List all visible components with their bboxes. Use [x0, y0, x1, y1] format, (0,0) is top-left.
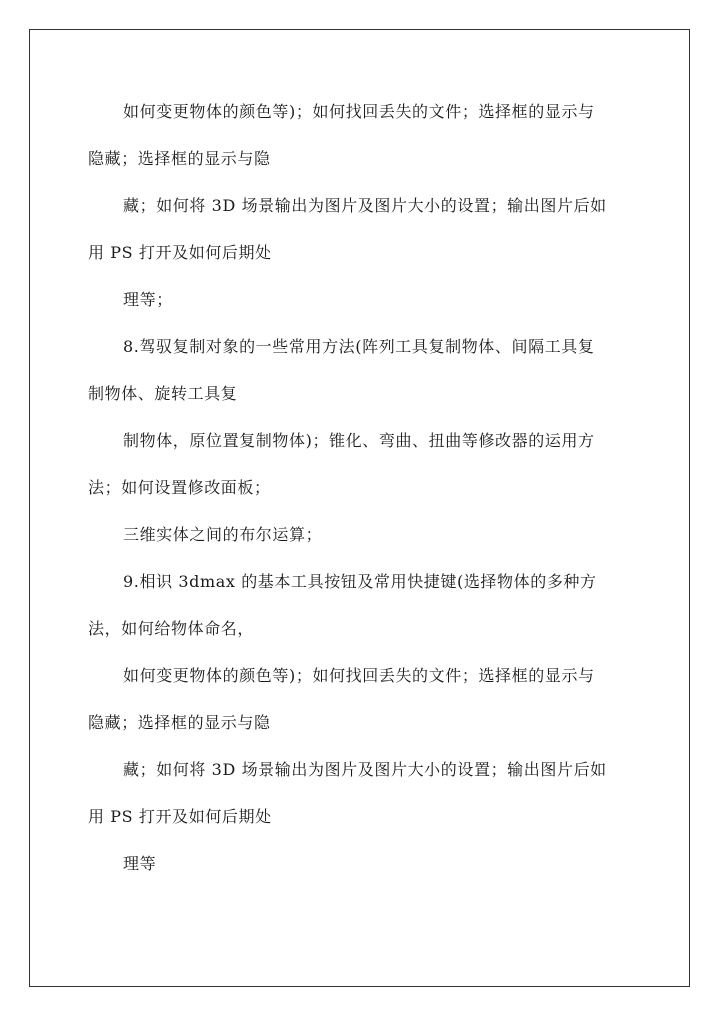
text-line: 如何变更物体的颜色等)；如何找回丢失的文件；选择框的显示与: [123, 666, 595, 685]
text-line: 用 PS 打开及如何后期处: [88, 807, 272, 826]
text-line: 制物体、旋转工具复: [88, 384, 238, 403]
text-line: 8.驾驭复制对象的一些常用方法(阵列工具复制物体、间隔工具复: [123, 337, 595, 356]
text-line: 法，如何给物体命名，: [88, 619, 255, 638]
text-line: 三维实体之间的布尔运算；: [123, 525, 323, 544]
text-line: 如何变更物体的颜色等)；如何找回丢失的文件；选择框的显示与: [123, 102, 595, 121]
page-border: [29, 29, 690, 987]
text-line: 理等；: [123, 290, 173, 309]
text-line: 藏；如何将 3D 场景输出为图片及图片大小的设置；输出图片后如: [123, 760, 607, 779]
text-line: 制物体，原位置复制物体)；锥化、弯曲、扭曲等修改器的运用方: [123, 431, 595, 450]
text-line: 藏；如何将 3D 场景输出为图片及图片大小的设置；输出图片后如: [123, 196, 607, 215]
text-line: 隐藏；选择框的显示与隐: [88, 713, 271, 732]
text-line: 9.相识 3dmax 的基本工具按钮及常用快捷键(选择物体的多种方: [123, 572, 597, 591]
text-line: 理等: [123, 854, 157, 873]
text-line: 法；如何设置修改面板；: [88, 478, 271, 497]
text-line: 隐藏；选择框的显示与隐: [88, 149, 271, 168]
text-line: 用 PS 打开及如何后期处: [88, 243, 272, 262]
